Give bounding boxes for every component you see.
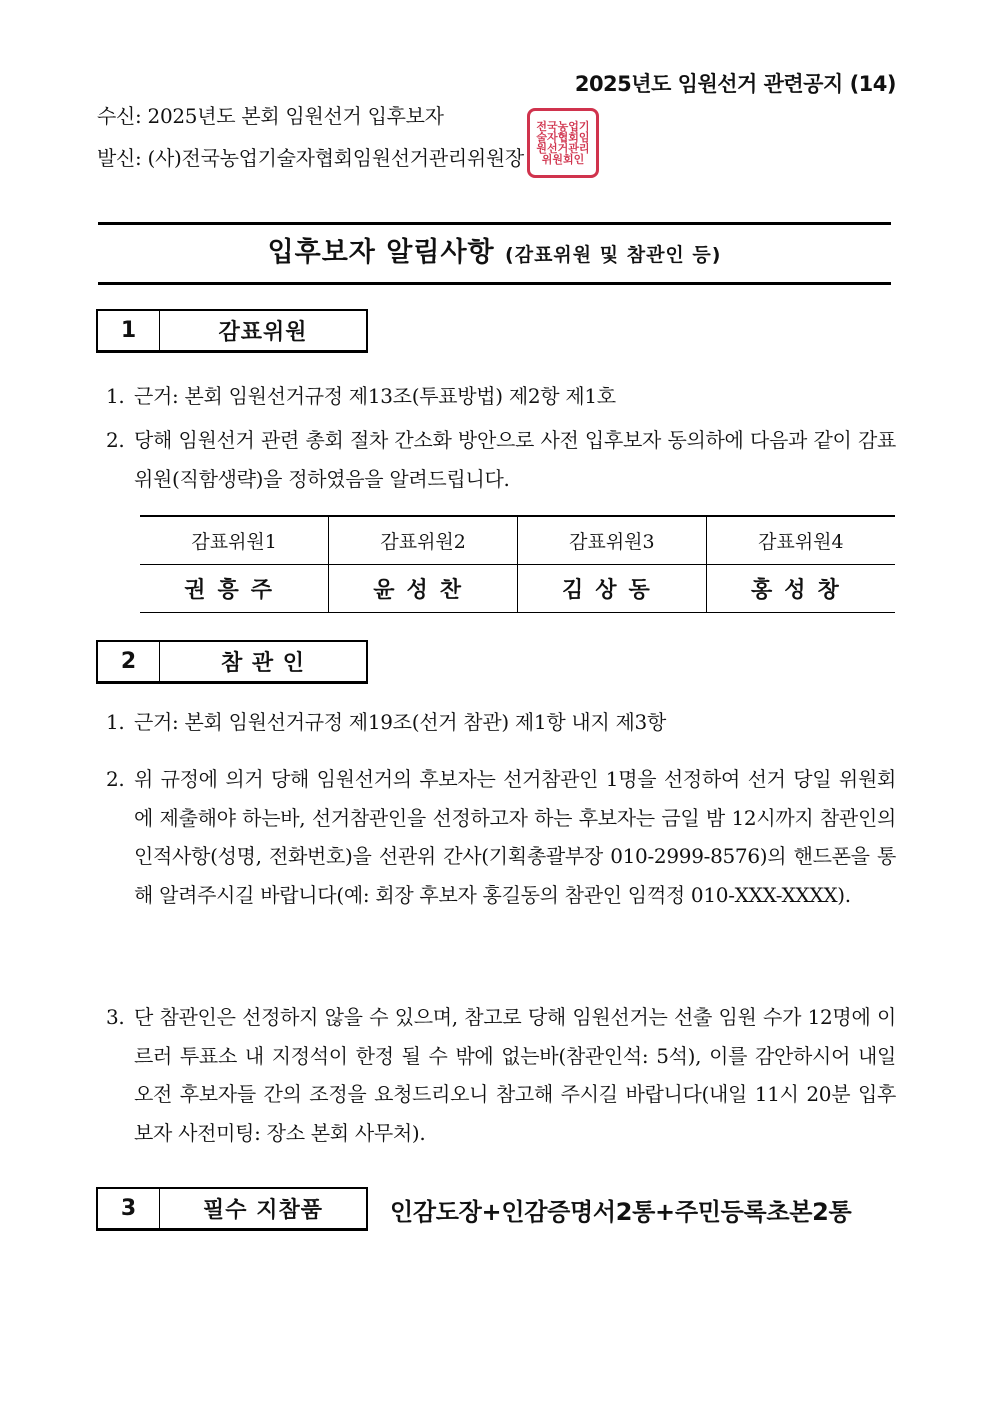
seal-text: 전국농업기술자협회임원선거관리위원회인 xyxy=(536,120,590,166)
table-header-cell: 감표위원4 xyxy=(706,516,895,565)
section-3-header xyxy=(96,1187,368,1231)
section-3-title: 필수 지참품 xyxy=(203,1198,323,1223)
section-1-item-1 xyxy=(106,378,896,414)
table-header-cell: 감표위원3 xyxy=(518,516,707,565)
item-number: 1. xyxy=(106,384,125,408)
table-header-row xyxy=(140,516,895,565)
committee-member-name: 홍성창 xyxy=(706,565,895,613)
committee-member-name: 윤성찬 xyxy=(329,565,518,613)
required-items-text: 인감도장+인감증명서2통+주민등록초본2통 xyxy=(390,1198,852,1226)
section-1-title: 감표위원 xyxy=(218,320,308,345)
item-number: 2. xyxy=(106,428,125,452)
notice-label: 2025년도 임원선거 관련공지 (14) xyxy=(574,72,896,96)
item-number: 2. xyxy=(106,767,125,791)
sender-line: 발신: (사)전국농업기술자협회임원선거관리위원장 xyxy=(97,146,524,170)
table-row xyxy=(140,565,895,613)
item-text: 근거: 본회 임원선거규정 제13조(투표방법) 제2항 제1호 xyxy=(134,384,616,408)
section-3-number: 3 xyxy=(98,1189,160,1228)
item-text: 위 규정에 의거 당해 임원선거의 후보자는 선거참관인 1명을 선정하여 선거 당일 위원회에 제출해야 하는바, 선거참관인을 선정하고자 하는 후보자는 금일 밤 12시까지 참관인의 인적사항(성명, 전화번호)을 선관위 간사(기획총괄부장 010-2999-8576)의 핸드폰을 통해 알려주시길 바랍니다(예: 회장 후보자 홍길동의 참관인 임꺽정 010-XXX-XXXX). xyxy=(134,767,896,907)
section-2-item-3 xyxy=(106,998,896,1152)
title-main: 입후보자 알림사항 xyxy=(267,237,495,268)
item-number: 3. xyxy=(106,1005,125,1029)
title-sub: (감표위원 및 참관인 등) xyxy=(505,244,722,266)
document-title xyxy=(98,230,891,269)
title-bottom-rule xyxy=(98,282,891,285)
recipient-line: 수신: 2025년도 본회 임원선거 입후보자 xyxy=(97,104,444,128)
table-header-cell: 감표위원2 xyxy=(329,516,518,565)
section-2-header xyxy=(96,640,368,684)
title-top-rule xyxy=(98,222,891,225)
item-text: 당해 임원선거 관련 총회 절차 간소화 방안으로 사전 입후보자 동의하에 다음과 같이 감표위원(직함생략)을 정하였음을 알려드립니다. xyxy=(134,428,896,491)
vote-counting-committee-table xyxy=(140,515,895,613)
item-number: 1. xyxy=(106,710,125,734)
section-2-item-2 xyxy=(106,760,896,914)
section-2-item-1 xyxy=(106,704,896,740)
section-1-header xyxy=(96,309,368,353)
section-1-item-2 xyxy=(106,421,896,498)
committee-member-name: 김상동 xyxy=(518,565,707,613)
section-2-number: 2 xyxy=(98,642,160,681)
table-header-cell: 감표위원1 xyxy=(140,516,329,565)
section-1-number: 1 xyxy=(98,311,160,350)
section-2-title: 참 관 인 xyxy=(220,651,306,676)
item-text: 단 참관인은 선정하지 않을 수 있으며, 참고로 당해 임원선거는 선출 임원 수가 12명에 이르러 투표소 내 지정석이 한정 될 수 밖에 없는바(참관인석: 5석), 이를 감안하시어 내일 오전 후보자들 간의 조정을 요청드리오니 참고해 주시길 바랍니다(내일 11시 20분 입후보자 사전미팅: 장소 본회 사무처). xyxy=(134,1005,896,1145)
official-seal-stamp xyxy=(527,108,599,178)
committee-member-name: 권흥주 xyxy=(140,565,329,613)
item-text: 근거: 본회 임원선거규정 제19조(선거 참관) 제1항 내지 제3항 xyxy=(134,710,666,734)
